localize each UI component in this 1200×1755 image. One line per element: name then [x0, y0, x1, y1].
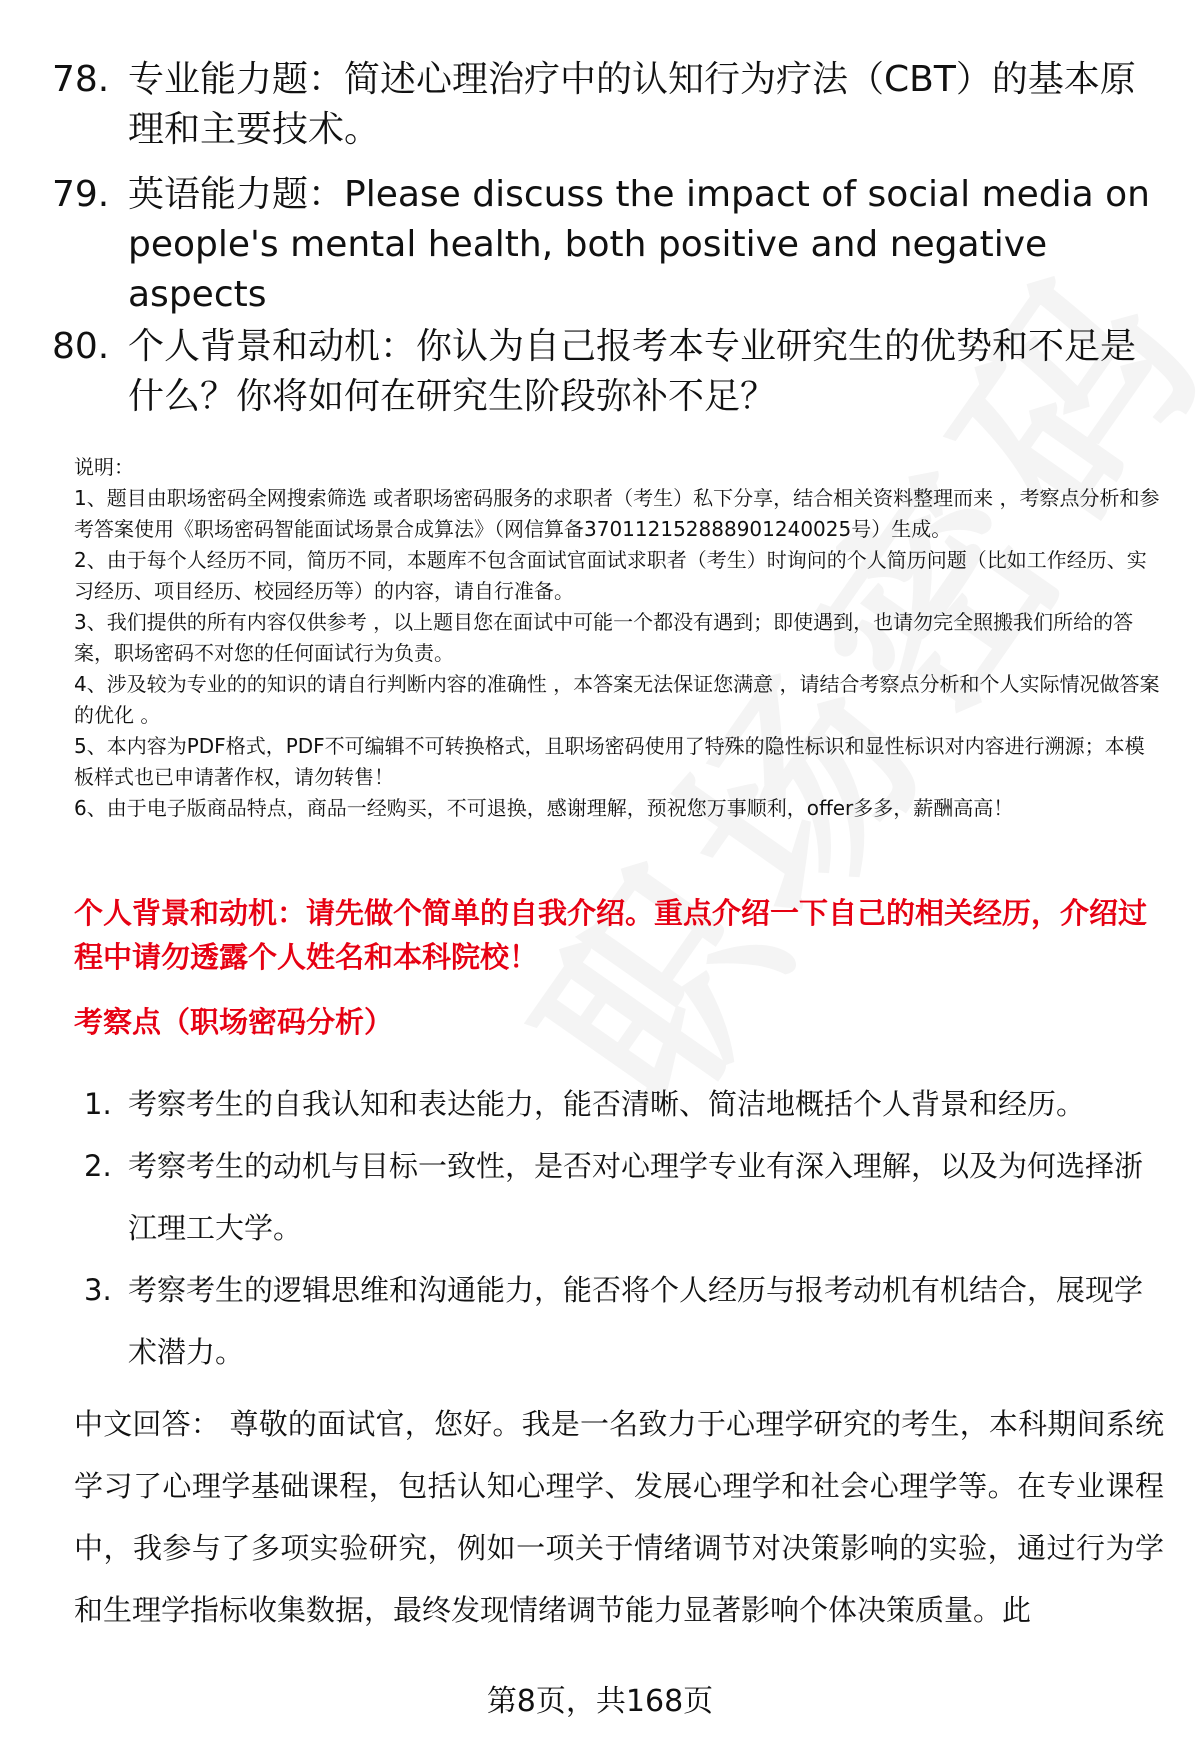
notes-section [74, 452, 1164, 824]
answer-text: 尊敬的面试官，您好。我是一名致力于心理学研究的考生，本科期间系统学习了心理学基础课程，包括认知心理学、发展心理学和社会心理学等。在专业课程中，我参与了多项实验研究，例如一项关于情绪调节对决策影响的实验，通过行为学和生理学指标收集数据，最终发现情绪调节能力显著影响个体决策质量。此 [74, 1407, 1164, 1627]
answer-section [74, 1393, 1164, 1641]
point-text: 考察考生的自我认知和表达能力，能否清晰、简洁地概括个人背景和经历。 [128, 1087, 1086, 1121]
analysis-heading: 考察点（职场密码分析） [74, 1005, 394, 1039]
point-number: 1. [84, 1087, 112, 1121]
point-text: 考察考生的动机与目标一致性，是否对心理学专业有深入理解，以及为何选择浙江理工大学。 [128, 1149, 1144, 1245]
analysis-points [74, 1073, 1164, 1383]
analysis-point [74, 1135, 1164, 1259]
current-question: 个人背景和动机：请先做个简单的自我介绍。重点介绍一下自己的相关经历，介绍过程中请勿透露个人姓名和本科院校！ [74, 896, 1148, 974]
note-item: 4、涉及较为专业的的知识的请自行判断内容的准确性 ，本答案无法保证您满意 ，请结合考察点分析和个人实际情况做答案的优化 。 [74, 672, 1160, 727]
point-number: 3. [84, 1273, 112, 1307]
note-item: 3、我们提供的所有内容仅供参考 ，以上题目您在面试中可能一个都没有遇到；即使遇到，也请勿完全照搬我们所给的答案，职场密码不对您的任何面试行为负责。 [74, 610, 1134, 665]
question-78 [52, 55, 1162, 155]
question-80 [52, 322, 1162, 422]
note-item: 6、由于电子版商品特点，商品一经购买，不可退换，感谢理解，预祝您万事顺利，offer多多，薪酬高高！ [74, 796, 1014, 820]
question-text: 专业能力题：简述心理治疗中的认知行为疗法（CBT）的基本原理和主要技术。 [128, 59, 1136, 150]
question-number: 79. [52, 174, 110, 215]
question-number: 80. [52, 326, 110, 367]
point-number: 2. [84, 1149, 112, 1183]
question-79 [52, 170, 1162, 320]
analysis-point [74, 1259, 1164, 1383]
note-item: 1、题目由职场密码全网搜索筛选 或者职场密码服务的求职者（考生）私下分享，结合相关资料整理而来 ，考察点分析和参考答案使用《职场密码智能面试场景合成算法》（网信算备370112152888901240025号）生成。 [74, 486, 1160, 541]
question-number: 78. [52, 59, 110, 100]
question-text: 英语能力题：Please discuss the impact of social media on people's mental health, both positive and negative aspects [128, 174, 1150, 315]
note-item: 2、由于每个人经历不同，简历不同，本题库不包含面试官面试求职者（考生）时询问的个人简历问题（比如工作经历、实习经历、项目经历、校园经历等）的内容，请自行准备。 [74, 548, 1147, 603]
page-footer: 第8页，共168页 [486, 1684, 714, 1719]
question-text: 个人背景和动机：你认为自己报考本专业研究生的优势和不足是什么？你将如何在研究生阶段弥补不足？ [128, 326, 1137, 417]
note-item: 5、本内容为PDF格式，PDF不可编辑不可转换格式，且职场密码使用了特殊的隐性标识和显性标识对内容进行溯源；本模板样式也已申请著作权，请勿转售！ [74, 734, 1145, 789]
point-text: 考察考生的逻辑思维和沟通能力，能否将个人经历与报考动机有机结合，展现学术潜力。 [128, 1273, 1144, 1369]
notes-title: 说明： [74, 455, 134, 479]
answer-label: 中文回答： [74, 1407, 221, 1441]
analysis-point [74, 1073, 1164, 1135]
